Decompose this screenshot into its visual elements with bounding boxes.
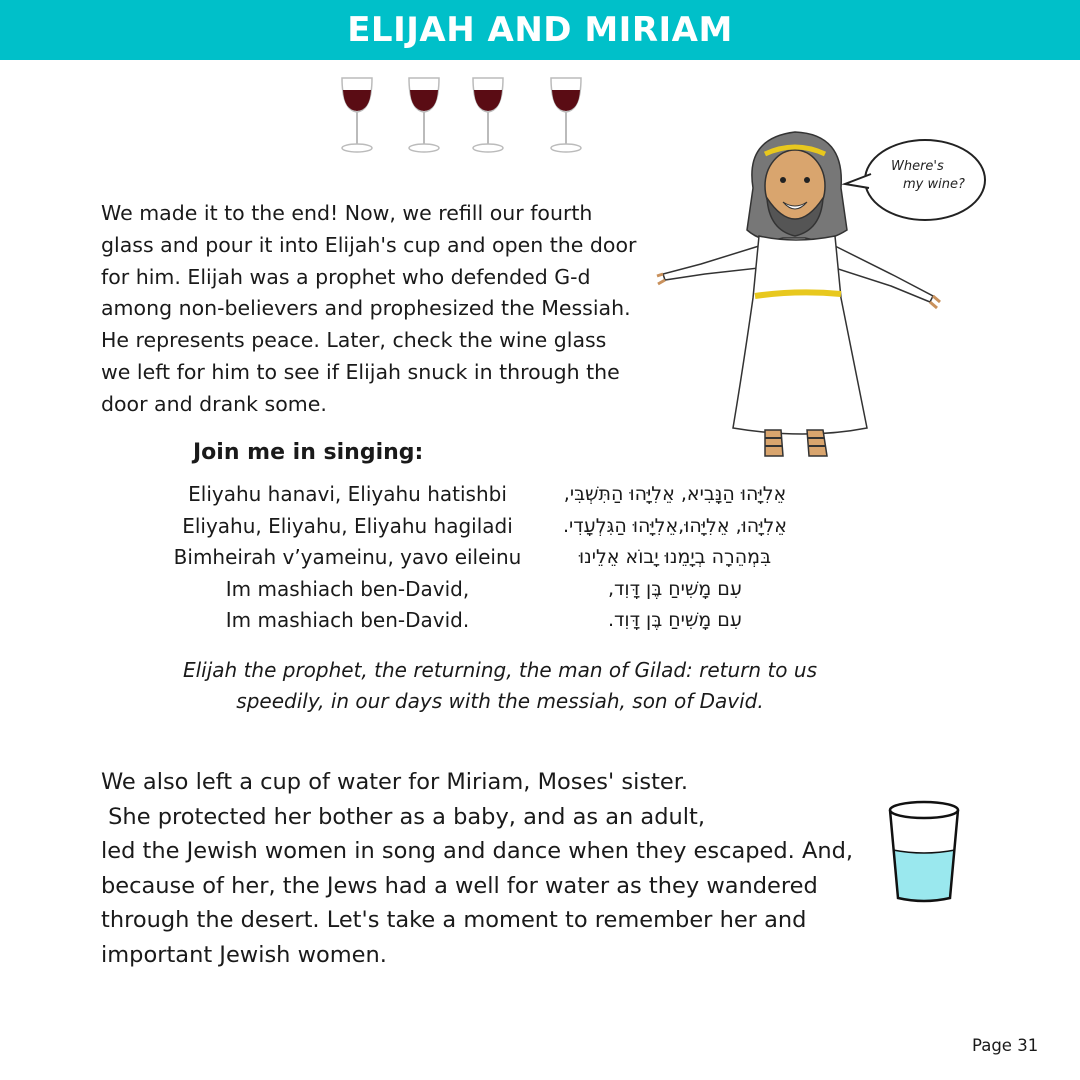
miriam-line: led the Jewish women in song and dance when they escaped. And,: [101, 838, 854, 865]
water-cup-icon: [884, 798, 964, 908]
wine-glass-icon: [342, 78, 372, 152]
page-number: Page 31: [972, 1036, 1039, 1055]
speech-bubble-line-2: my wine?: [903, 177, 965, 192]
hebrew-line: עִם מָשִׁיחַ בֶּן דָּוִד.: [608, 609, 742, 631]
speech-bubble-line-1: Where's: [891, 159, 944, 174]
hebrew-line: עִם מָשִׁיחַ בֶּן דָּוִד,: [608, 577, 742, 600]
miriam-line: We also left a cup of water for Miriam, Moses' sister.: [101, 769, 689, 795]
transliteration-line: Im mashiach ben-David.: [225, 608, 470, 632]
wine-glass-icon: [473, 78, 503, 152]
miriam-line: because of her, the Jews had a well for water as they wandered: [101, 872, 818, 899]
song-heading: Join me in singing:: [193, 440, 424, 465]
speech-bubble: [845, 140, 985, 220]
miriam-line: through the desert. Let's take a moment to remember her and: [101, 907, 807, 934]
song-translation: Elijah the prophet, the returning, the man of Gilad: return to us speedily, in our days with the messiah, son of David.: [182, 658, 817, 713]
miriam-paragraph: [101, 765, 901, 973]
transliteration-line: Im mashiach ben-David,: [225, 576, 470, 601]
transliteration-line: Bimheirah v’yameinu, yavo eileinu: [173, 545, 522, 569]
transliteration-line: Eliyahu hanavi, Eliyahu hatishbi: [188, 482, 507, 506]
page-title: ELIJAH AND MIRIAM: [347, 10, 733, 50]
hebrew-line: אֵלִיָּהוּ, אֵלִיָּהוּ,אֵלִיָּהוּ הַגִּלְעָדִי.: [563, 514, 787, 537]
miriam-line: She protected her bother as a baby, and as an adult,: [101, 803, 705, 830]
hebrew-line: בִּמְהֵרָה בְיָמֵנוּ יָבוֹא אֵלֵינוּ: [578, 546, 772, 568]
elijah-figure: [655, 118, 995, 468]
intro-paragraph: We made it to the end! Now, we refill our fourth glass and pour it into Elijah's cup and open the door for him. Elijah was a prophet who defended G-d among non-believers and prophesized the Messiah. He represents peace. Later, check the wine glass we left for him to see if Elijah snuck in through the door and drank some.: [101, 201, 637, 416]
hebrew-line: אֵלִיָּהוּ הַנָּבִיא, אֵלִיָּהוּ הַתִּשְׁבִּי,: [563, 483, 787, 505]
wine-glass-icon: [551, 78, 581, 152]
miriam-line: important Jewish women.: [101, 941, 387, 968]
transliteration-line: Eliyahu, Eliyahu, Eliyahu hagiladi: [182, 513, 513, 538]
title-banner: [0, 0, 1080, 60]
wine-glass-icon: [409, 78, 439, 152]
wine-glasses: [330, 70, 590, 155]
song-transliteration: [150, 479, 545, 637]
song-hebrew: [530, 479, 820, 637]
